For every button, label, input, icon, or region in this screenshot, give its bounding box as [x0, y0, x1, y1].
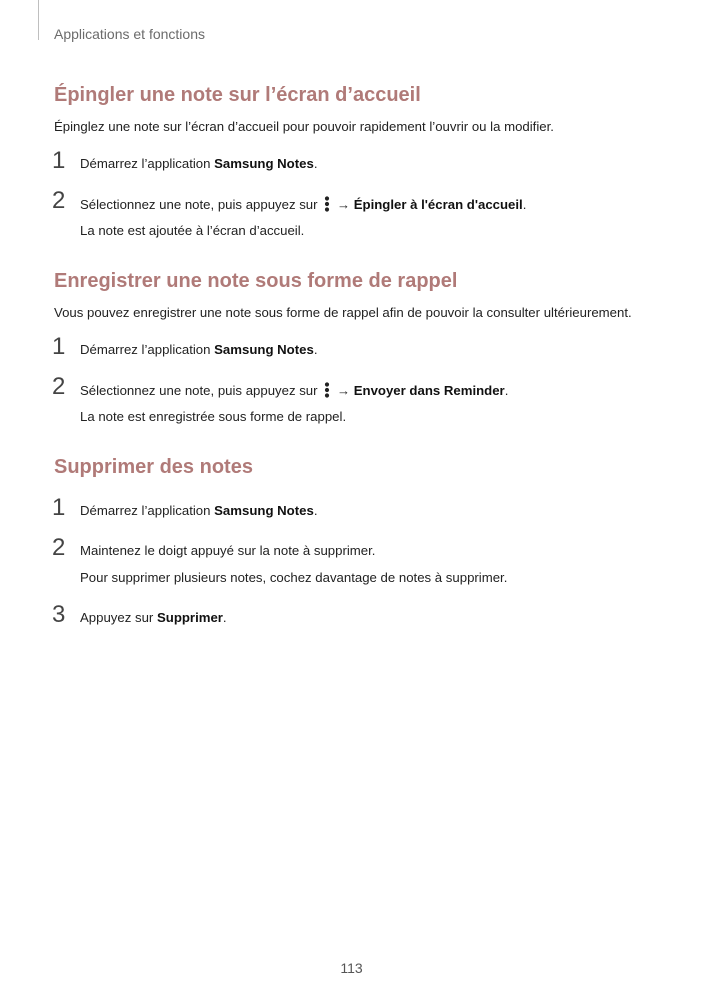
step-note: Pour supprimer plusieurs notes, cochez davantage de notes à supprimer. — [80, 570, 508, 585]
step-text — [80, 156, 317, 171]
step-text-post: . — [313, 156, 318, 171]
menu-option: Épingler à l'écran d'accueil — [353, 197, 523, 212]
step-number: 3 — [52, 601, 66, 628]
step-number: 1 — [52, 494, 66, 521]
arrow: → — [333, 197, 354, 212]
section-title-pin-note: Épingler une note sur l’écran d’accueil — [54, 84, 421, 106]
button-name: Supprimer — [156, 610, 223, 625]
step-text — [80, 543, 375, 558]
app-name: Samsung Notes — [214, 342, 314, 357]
step-text — [80, 342, 317, 357]
step-text-post: . — [222, 610, 227, 625]
more-options-icon — [323, 196, 331, 212]
step-text-pre: Sélectionnez une note, puis appuyez sur — [80, 383, 322, 398]
step-number: 2 — [52, 373, 66, 400]
step-text-post: . — [504, 383, 509, 398]
step-text — [80, 196, 526, 212]
page-number: 113 — [340, 960, 363, 976]
section-title-delete-notes: Supprimer des notes — [54, 456, 253, 478]
step-number: 1 — [52, 147, 66, 174]
more-options-icon — [323, 382, 331, 398]
app-name: Samsung Notes — [214, 503, 314, 518]
step-note: La note est ajoutée à l’écran d’accueil. — [80, 223, 305, 238]
section-intro-save-reminder: Vous pouvez enregistrer une note sous forme de rappel afin de pouvoir la consulter ultérieurement. — [54, 305, 632, 320]
step-text-pre: Démarrez l’application — [80, 503, 215, 518]
step-text-post: . — [313, 503, 318, 518]
arrow: → — [333, 383, 354, 398]
step-text-pre: Sélectionnez une note, puis appuyez sur — [80, 197, 322, 212]
step-note: La note est enregistrée sous forme de rappel. — [80, 409, 347, 424]
step-text-pre: Appuyez sur — [80, 610, 157, 625]
section-title-save-reminder: Enregistrer une note sous forme de rappel — [54, 270, 458, 292]
app-name: Samsung Notes — [214, 156, 314, 171]
step-text-pre: Démarrez l’application — [80, 342, 215, 357]
step-number: 2 — [52, 534, 66, 561]
header-title: Applications et fonctions — [54, 26, 205, 42]
step-text-pre: Démarrez l’application — [80, 156, 215, 171]
header-rule — [38, 0, 39, 40]
step-number: 2 — [52, 187, 66, 214]
menu-option: Envoyer dans Reminder — [353, 383, 505, 398]
step-text — [80, 382, 508, 398]
step-text — [80, 610, 227, 625]
section-intro-pin-note: Épinglez une note sur l’écran d’accueil pour pouvoir rapidement l’ouvrir ou la modifier. — [54, 119, 554, 134]
step-text-post: . — [522, 197, 527, 212]
step-number: 1 — [52, 333, 66, 360]
step-text-post: . — [313, 342, 318, 357]
step-text — [80, 503, 317, 518]
step-text-pre: Maintenez le doigt appuyé sur la note à supprimer. — [80, 543, 376, 558]
